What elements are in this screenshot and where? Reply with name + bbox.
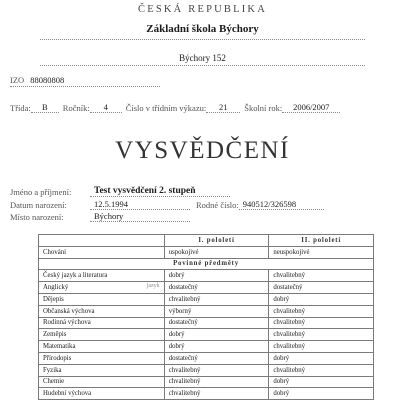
grade-semester-1: dobrý bbox=[164, 270, 269, 282]
table-row bbox=[39, 317, 374, 329]
document-title: VYSVĚDČENÍ bbox=[115, 137, 290, 164]
subject-name-cell bbox=[39, 270, 165, 282]
conduct-label: Chování bbox=[39, 246, 165, 258]
table-row bbox=[39, 341, 374, 353]
grade-semester-2: dobrý bbox=[269, 376, 374, 388]
rocnik-label: Ročník: bbox=[62, 103, 90, 113]
name-label: Jméno a příjmení: bbox=[10, 187, 72, 197]
table-row bbox=[39, 293, 374, 305]
table-row bbox=[39, 270, 374, 282]
table-row bbox=[39, 305, 374, 317]
table-row bbox=[39, 352, 374, 364]
table-row bbox=[39, 282, 374, 294]
subject-name: Zeměpis bbox=[43, 331, 67, 339]
subject-name: Matematika bbox=[43, 343, 76, 351]
rok-value: 2006/2007 bbox=[282, 102, 340, 113]
subject-note: jazyk bbox=[146, 283, 160, 290]
subject-name-cell bbox=[39, 388, 165, 400]
name-value: Test vysvědčení 2. stupeň bbox=[90, 186, 230, 197]
student-place-row bbox=[10, 211, 190, 222]
subject-name-cell bbox=[39, 352, 165, 364]
grade-semester-2: chvalitebný bbox=[269, 270, 374, 282]
subject-name-cell bbox=[39, 293, 165, 305]
subject-name-cell bbox=[39, 317, 165, 329]
grade-semester-1: dobrý bbox=[164, 329, 269, 341]
subject-name: Anglický bbox=[43, 284, 69, 292]
trida-label: Třída: bbox=[10, 103, 31, 113]
section-label: Povinné předměty bbox=[39, 258, 374, 270]
conduct-row bbox=[39, 246, 374, 258]
place-value: Býchory bbox=[90, 211, 190, 222]
rc-value: 940512/326598 bbox=[239, 199, 324, 210]
grade-semester-2: dobrý bbox=[269, 352, 374, 364]
grade-semester-2: chvalitebný bbox=[269, 364, 374, 376]
student-birth-row bbox=[10, 199, 324, 210]
subject-name-cell bbox=[39, 341, 165, 353]
subject-name: Hudební výchova bbox=[43, 390, 92, 398]
grade-semester-2: chvalitebný bbox=[269, 305, 374, 317]
grade-semester-1: výborný bbox=[164, 305, 269, 317]
header-blank bbox=[39, 235, 165, 247]
class-info-row bbox=[10, 101, 365, 113]
grade-semester-2: dostatečný bbox=[269, 282, 374, 294]
subject-name: Chemie bbox=[43, 378, 65, 386]
subject-name: Dějepis bbox=[43, 295, 64, 303]
conduct-grade-1: uspokojivé bbox=[164, 246, 269, 258]
section-row bbox=[39, 258, 374, 270]
grade-semester-1: dobrý bbox=[164, 341, 269, 353]
table-row bbox=[39, 329, 374, 341]
grade-semester-2: chvalitebný bbox=[269, 329, 374, 341]
rok-label: Školní rok: bbox=[244, 103, 283, 113]
birth-label: Datum narození: bbox=[10, 200, 67, 210]
grade-semester-1: dostatečný bbox=[164, 317, 269, 329]
izo-label: IZO bbox=[10, 75, 25, 85]
country-heading: ČESKÁ REPUBLIKA bbox=[138, 4, 267, 15]
subject-name-cell bbox=[39, 282, 165, 294]
table-row bbox=[39, 376, 374, 388]
header-semester-1: I. pololetí bbox=[164, 235, 269, 247]
rocnik-value: 4 bbox=[90, 102, 122, 113]
rc-label: Rodné číslo: bbox=[196, 200, 239, 210]
grades-table bbox=[38, 234, 374, 400]
student-name-row bbox=[10, 186, 230, 197]
school-name: Základní škola Býchory bbox=[40, 23, 365, 40]
grade-semester-1: dostatečný bbox=[164, 352, 269, 364]
grade-semester-1: dostatečný bbox=[164, 282, 269, 294]
grade-semester-1: chvalitebný bbox=[164, 376, 269, 388]
grade-semester-2: dobrý bbox=[269, 388, 374, 400]
subject-name-cell bbox=[39, 329, 165, 341]
subject-name-cell bbox=[39, 305, 165, 317]
subject-name: Fyzika bbox=[43, 366, 62, 374]
subject-name: Český jazyk a literatura bbox=[43, 272, 108, 280]
trida-value: B bbox=[31, 102, 59, 113]
conduct-grade-2: neuspokojivé bbox=[269, 246, 374, 258]
izo-value: 88080808 bbox=[30, 75, 65, 85]
subject-name: Přírodopis bbox=[43, 354, 72, 362]
birth-value: 12.5.1994 bbox=[90, 199, 190, 210]
subject-name-cell bbox=[39, 364, 165, 376]
grade-semester-2: chvalitebný bbox=[269, 341, 374, 353]
table-row bbox=[39, 364, 374, 376]
cislo-value: 21 bbox=[206, 102, 240, 113]
grade-semester-1: chvalitebný bbox=[164, 388, 269, 400]
cislo-label: Číslo v třídním výkazu: bbox=[125, 103, 207, 113]
izo-field bbox=[10, 75, 160, 87]
subject-name-cell bbox=[39, 376, 165, 388]
header-semester-2: II. pololetí bbox=[269, 235, 374, 247]
grade-semester-2: dobrý bbox=[269, 293, 374, 305]
grade-semester-2: chvalitebný bbox=[269, 317, 374, 329]
school-address: Býchory 152 bbox=[40, 49, 365, 66]
grade-semester-1: chvalitebný bbox=[164, 364, 269, 376]
table-row bbox=[39, 388, 374, 400]
subject-name: Občanská výchova bbox=[43, 307, 95, 315]
grade-semester-1: chvalitebný bbox=[164, 293, 269, 305]
table-header-row bbox=[39, 235, 374, 247]
subject-name: Rodinná výchova bbox=[43, 319, 91, 327]
place-label: Místo narození: bbox=[10, 212, 64, 222]
